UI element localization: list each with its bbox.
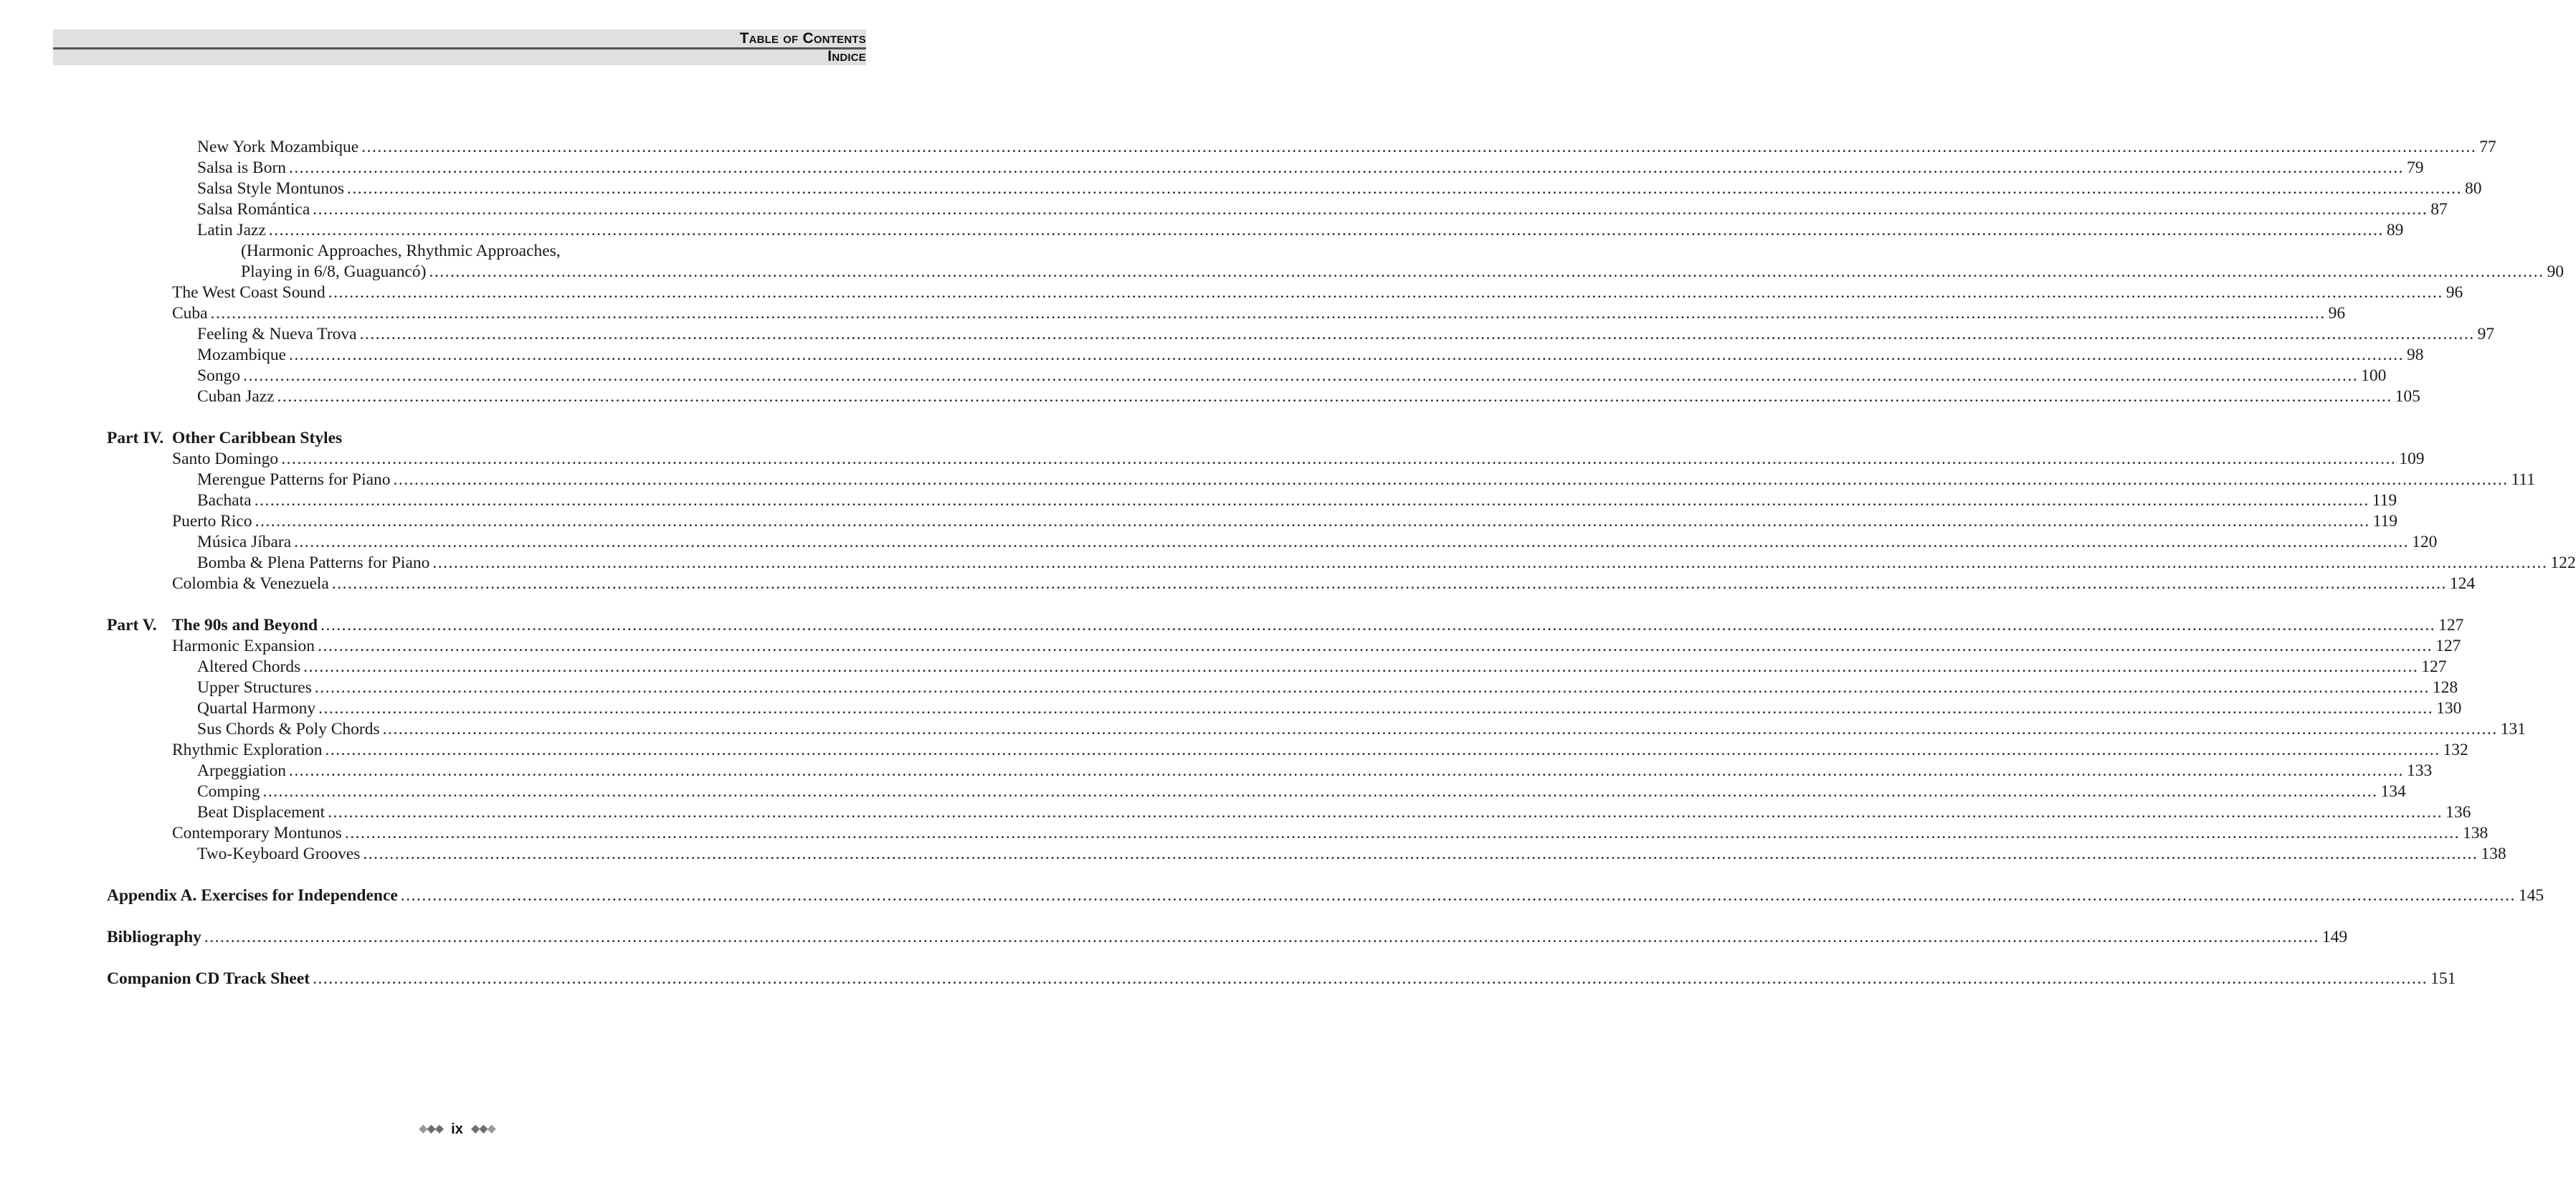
toc-entry xyxy=(197,781,2406,802)
toc-page-number: 89 xyxy=(2386,221,2404,239)
dot-leader: ................................................................................................................................................................................................................................................................................................................................................................................................................ xyxy=(382,720,2498,738)
toc-entry-label: Beat Displacement xyxy=(197,803,325,822)
running-header-title: Table of Contents xyxy=(739,30,866,47)
toc-page-number: 132 xyxy=(2443,741,2468,759)
toc-entry xyxy=(197,344,2424,366)
toc-entry xyxy=(172,822,2489,844)
toc-page-number: 134 xyxy=(2380,782,2406,801)
toc-entry-label: Companion CD Track Sheet xyxy=(107,969,310,988)
toc-entry-label: Playing in 6/8, Guaguancó) xyxy=(241,262,427,281)
toc-entry xyxy=(197,323,2495,345)
dot-leader: ................................................................................................................................................................................................................................................................................................................................................................................................................ xyxy=(320,616,2436,635)
dot-leader: ................................................................................................................................................................................................................................................................................................................................................................................................................ xyxy=(314,678,2430,697)
dot-leader: ................................................................................................................................................................................................................................................................................................................................................................................................................ xyxy=(262,782,2378,801)
toc-page-number: 96 xyxy=(2328,304,2346,323)
dot-leader: ................................................................................................................................................................................................................................................................................................................................................................................................................ xyxy=(313,969,2428,988)
toc-entry xyxy=(172,739,2468,761)
toc-page-number: 98 xyxy=(2407,346,2424,364)
toc-entry-label: Appendix A. Exercises for Independence xyxy=(107,886,398,905)
toc-entry xyxy=(197,365,2387,386)
dot-leader: ................................................................................................................................................................................................................................................................................................................................................................................................................ xyxy=(328,283,2443,302)
toc-entry xyxy=(197,698,2462,719)
toc-entry-label: Feeling & Nueva Trova xyxy=(197,325,357,343)
dot-leader: ................................................................................................................................................................................................................................................................................................................................................................................................................ xyxy=(393,470,2509,489)
toc-entry xyxy=(197,802,2471,823)
toc-entry-label: Altered Chords xyxy=(197,657,301,676)
toc-entry xyxy=(172,303,2346,324)
toc-entry-label: Cuban Jazz xyxy=(197,387,275,406)
dot-leader: ................................................................................................................................................................................................................................................................................................................................................................................................................ xyxy=(359,325,2475,343)
dot-leader: ................................................................................................................................................................................................................................................................................................................................................................................................................ xyxy=(346,179,2462,198)
toc-entry xyxy=(197,677,2458,698)
toc-entry-label: Upper Structures xyxy=(197,678,312,697)
toc-entry-label: Bachata xyxy=(197,491,252,510)
toc-appendix-entry xyxy=(107,885,2544,906)
dot-leader: ................................................................................................................................................................................................................................................................................................................................................................................................................ xyxy=(289,158,2405,177)
toc-entry-label: Cuba xyxy=(172,304,208,323)
toc-entry xyxy=(197,219,2404,241)
toc-entry-label: Rhythmic Exploration xyxy=(172,741,323,759)
toc-entry-label: Colombia & Venezuela xyxy=(172,574,329,593)
toc-entry-label: Arpeggiation xyxy=(197,761,286,780)
toc-entry xyxy=(172,573,2476,594)
toc-entry xyxy=(197,157,2424,179)
toc-entry-label: Quartal Harmony xyxy=(197,699,316,718)
dot-leader: ................................................................................................................................................................................................................................................................................................................................................................................................................ xyxy=(331,574,2447,593)
toc-page-number: 131 xyxy=(2500,720,2526,738)
toc-entry xyxy=(197,178,2482,199)
toc-entry-label: Santo Domingo xyxy=(172,450,279,468)
toc-page-number: 149 xyxy=(2321,928,2348,946)
dot-leader: ................................................................................................................................................................................................................................................................................................................................................................................................................ xyxy=(361,138,2477,156)
dot-leader: ................................................................................................................................................................................................................................................................................................................................................................................................................ xyxy=(204,928,2319,946)
toc-page-number: 133 xyxy=(2407,761,2433,780)
toc-page-number: 80 xyxy=(2464,179,2482,198)
toc-entry-label: Other Caribbean Styles xyxy=(172,429,343,447)
part-number-label: Part IV. xyxy=(107,429,164,447)
toc-entry-label: Harmonic Expansion xyxy=(172,637,315,655)
toc-page-number: 90 xyxy=(2547,262,2564,281)
toc-entry-continuation xyxy=(241,240,742,262)
toc-entry-label: New York Mozambique xyxy=(197,138,359,156)
toc-entry xyxy=(172,635,2461,657)
toc-entry xyxy=(241,261,2564,282)
toc-cd-track-sheet-entry xyxy=(107,968,2456,989)
toc-page-number: 138 xyxy=(2481,845,2506,863)
dot-leader: ................................................................................................................................................................................................................................................................................................................................................................................................................ xyxy=(328,803,2443,822)
dot-leader: ................................................................................................................................................................................................................................................................................................................................................................................................................ xyxy=(344,824,2460,842)
toc-entry xyxy=(172,448,2425,470)
dot-leader: ................................................................................................................................................................................................................................................................................................................................................................................................................ xyxy=(400,886,2516,905)
toc-entry-label: Bomba & Plena Patterns for Piano xyxy=(197,554,430,572)
dot-leader: ................................................................................................................................................................................................................................................................................................................................................................................................................ xyxy=(318,637,2433,655)
toc-entry xyxy=(197,386,2420,407)
toc-part-heading xyxy=(172,427,742,449)
toc-entry xyxy=(197,760,2433,781)
toc-page-number: 124 xyxy=(2449,574,2476,593)
toc-page-number: 136 xyxy=(2446,803,2471,822)
toc-bibliography-entry xyxy=(107,926,2348,948)
toc-page-number: 77 xyxy=(2479,138,2496,156)
toc-entry-label: Salsa Romántica xyxy=(197,200,310,219)
dot-leader: ................................................................................................................................................................................................................................................................................................................................................................................................................ xyxy=(318,699,2434,718)
dot-leader: ................................................................................................................................................................................................................................................................................................................................................................................................................ xyxy=(254,491,2370,510)
toc-entry-label: The 90s and Beyond xyxy=(172,616,318,635)
page-number: ix xyxy=(451,1121,463,1137)
dot-leader: ................................................................................................................................................................................................................................................................................................................................................................................................................ xyxy=(210,304,2326,323)
toc-entry xyxy=(197,552,2576,574)
dot-leader: ................................................................................................................................................................................................................................................................................................................................................................................................................ xyxy=(277,387,2392,406)
toc-entry-label: Songo xyxy=(197,366,241,385)
toc-entry-label: Música Jíbara xyxy=(197,533,292,551)
toc-entry-label: Sus Chords & Poly Chords xyxy=(197,720,380,738)
toc-page-number: 87 xyxy=(2430,200,2448,219)
toc-entry-label: The West Coast Sound xyxy=(172,283,325,302)
toc-entry xyxy=(197,531,2438,553)
dot-leader: ................................................................................................................................................................................................................................................................................................................................................................................................................ xyxy=(243,366,2359,385)
toc-page-number: 111 xyxy=(2511,470,2536,489)
dot-leader: ................................................................................................................................................................................................................................................................................................................................................................................................................ xyxy=(268,221,2384,239)
toc-entry xyxy=(197,136,2496,158)
toc-page-number: 122 xyxy=(2550,554,2576,572)
running-header-subtitle: Indice xyxy=(827,48,866,65)
toc-page-number: 120 xyxy=(2412,533,2438,551)
header-rule xyxy=(53,47,866,49)
toc-entry xyxy=(197,469,2536,490)
dot-leader: ................................................................................................................................................................................................................................................................................................................................................................................................................ xyxy=(325,741,2440,759)
toc-entry xyxy=(197,199,2448,220)
toc-entry-label: Two-Keyboard Grooves xyxy=(197,845,361,863)
dot-leader: ................................................................................................................................................................................................................................................................................................................................................................................................................ xyxy=(432,554,2548,572)
dot-leader: ................................................................................................................................................................................................................................................................................................................................................................................................................ xyxy=(303,657,2419,676)
toc-page-number: 119 xyxy=(2372,512,2398,531)
toc-entry-label: Mozambique xyxy=(197,346,286,364)
toc-entry-label: Bibliography xyxy=(107,928,201,946)
toc-page-number: 128 xyxy=(2432,678,2458,697)
toc-entry xyxy=(197,490,2397,511)
toc-entry-label: Merengue Patterns for Piano xyxy=(197,470,391,489)
toc-entry-label: Comping xyxy=(197,782,260,801)
dot-leader: ................................................................................................................................................................................................................................................................................................................................................................................................................ xyxy=(429,262,2544,281)
toc-entry xyxy=(197,843,2506,865)
toc-page-number: 96 xyxy=(2446,283,2463,302)
toc-page-number: 127 xyxy=(2435,637,2461,655)
dot-leader: ................................................................................................................................................................................................................................................................................................................................................................................................................ xyxy=(255,512,2370,531)
toc-page-number: 145 xyxy=(2518,886,2544,905)
toc-part-heading xyxy=(172,614,2464,636)
toc-page-number: 97 xyxy=(2477,325,2495,343)
toc-page-number: 138 xyxy=(2462,824,2489,842)
toc-entry xyxy=(197,718,2526,740)
dot-leader: ................................................................................................................................................................................................................................................................................................................................................................................................................ xyxy=(289,761,2404,780)
dot-leader: ................................................................................................................................................................................................................................................................................................................................................................................................................ xyxy=(294,533,2410,551)
dot-leader: ................................................................................................................................................................................................................................................................................................................................................................................................................ xyxy=(289,346,2404,364)
toc-entry-label: Salsa is Born xyxy=(197,158,287,177)
toc-entry xyxy=(197,656,2447,678)
toc-entry-label: (Harmonic Approaches, Rhythmic Approaches, xyxy=(241,242,561,260)
toc-page-number: 105 xyxy=(2395,387,2420,406)
toc-page-number: 127 xyxy=(2438,616,2464,635)
diamond-ornament-right-icon: ◆◆◆ xyxy=(470,1123,495,1135)
dot-leader: ................................................................................................................................................................................................................................................................................................................................................................................................................ xyxy=(363,845,2478,863)
toc-entry-label: Contemporary Montunos xyxy=(172,824,342,842)
toc-entry-label: Latin Jazz xyxy=(197,221,266,239)
toc-page-number: 130 xyxy=(2436,699,2462,718)
toc-page-number: 100 xyxy=(2361,366,2387,385)
toc-page-number: 151 xyxy=(2430,969,2456,988)
diamond-ornament-left-icon: ◆◆◆ xyxy=(419,1123,444,1135)
toc-entry-label: Puerto Rico xyxy=(172,512,252,531)
dot-leader: ................................................................................................................................................................................................................................................................................................................................................................................................................ xyxy=(313,200,2428,219)
toc-page-number: 119 xyxy=(2372,491,2397,510)
dot-leader: ................................................................................................................................................................................................................................................................................................................................................................................................................ xyxy=(281,450,2397,468)
part-number-label: Part V. xyxy=(107,616,157,635)
page-footer xyxy=(0,1121,914,1138)
toc-page-number: 79 xyxy=(2407,158,2424,177)
toc-entry xyxy=(172,510,2398,532)
toc-entry xyxy=(172,282,2463,303)
toc-page-number: 127 xyxy=(2421,657,2447,676)
toc-page-number: 109 xyxy=(2399,450,2425,468)
toc-entry-label: Salsa Style Montunos xyxy=(197,179,344,198)
